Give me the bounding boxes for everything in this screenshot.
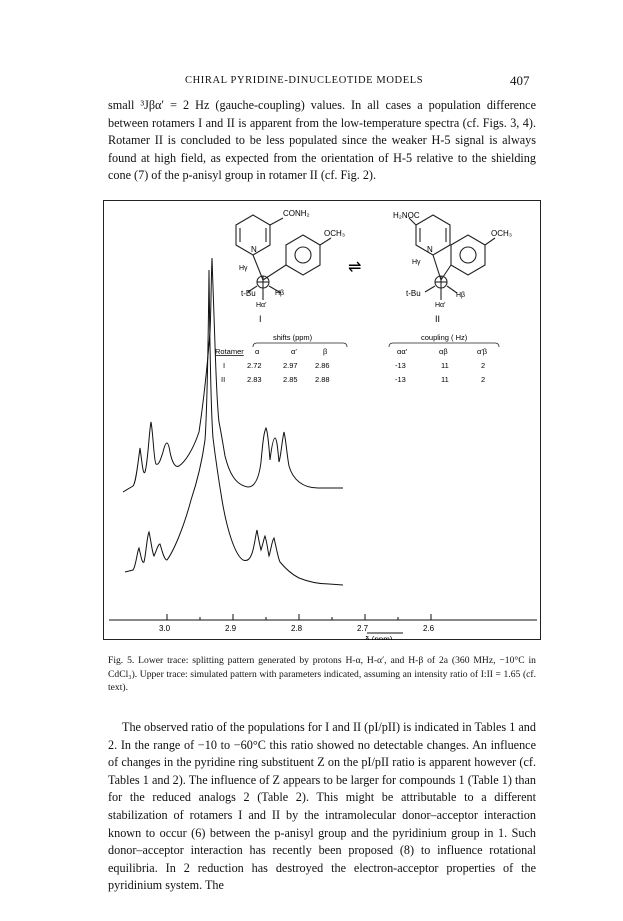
intro-paragraph (108, 97, 536, 185)
structure-right (409, 215, 495, 300)
shift-row-rotamer: II (221, 375, 226, 384)
coupling-cell: 11 (441, 375, 449, 384)
shifts-title: shifts (ppm) (273, 333, 313, 342)
shift-cell: 2.86 (315, 361, 330, 370)
figure-caption (108, 654, 536, 695)
intro-paragraph-text: small ³Jβα′ = 2 Hz (gauche-coupling) values. In all cases a population difference between rotamers I and II is apparent from the low-temperature spectra (cf. Figs. 3, 4). Rotamer II is concluded to be less populated since the weaker H-5 signal is always found at high field, as expected from the orientation of H-5 relative to the shielding cone (7) of the p-anisyl group in rotamer II (cf. Fig. 2). (108, 98, 536, 183)
caption-label: Fig. 5. (108, 655, 135, 666)
nmr-figure (103, 200, 541, 640)
shift-cell: 2.88 (315, 375, 330, 384)
body-paragraph (108, 719, 536, 895)
shift-cell: 2.85 (283, 375, 298, 384)
coupling-table (389, 333, 499, 384)
shift-col-beta: β (323, 347, 328, 356)
shift-row-rotamer: I (223, 361, 226, 370)
coupling-cell: 2 (481, 375, 486, 384)
structure-left (236, 215, 331, 300)
right-tbu-label: t-Bu (406, 289, 421, 298)
axis-tick-label: 2.9 (225, 624, 237, 633)
right-halpha-label: Hα′ (435, 302, 446, 309)
coupling-cell: 11 (441, 361, 449, 370)
coupling-col-ab: αβ (439, 347, 448, 356)
left-och3-label: OCH₃ (324, 229, 346, 238)
shift-col-alpha: α (255, 347, 260, 356)
coupling-col-apb: α′β (477, 347, 488, 356)
anisyl-ring-left (286, 235, 320, 275)
figure-frame (104, 201, 541, 640)
axis-tick-label: 3.0 (159, 624, 171, 633)
left-conh2-label: CONH₂ (283, 209, 310, 218)
coupling-cell: 2 (481, 361, 486, 370)
left-hgamma-label: Hγ (239, 265, 248, 272)
axis-label: δ (ppm) (365, 635, 393, 640)
right-hgamma-label: Hγ (412, 259, 421, 266)
body-paragraph-text: The observed ratio of the populations for I and II (pI/pII) is indicated in Tables 1 and 2. In the range of −10 to −60°C this ratio showed no detectable changes. An influence of changes in the pyridine ring substituent Z on the pI/pII ratio is apparent however (cf. Tables 1 and 2). The influence of Z appears to be larger for compounds 1 (Table 1) than for the reduced analogs 2 (Table 2). This might be attributable to a different stabilization of rotamers I and II by the intramolecular donor–acceptor interaction known to occur (6) between the p-anisyl group and the pyridinium group in 1. Such donor–acceptor interaction has recently been proposed (8) to influence rotational equilibria. In 2 reduction has destroyed the electron-acceptor properties of the pyridinium system. The (108, 720, 536, 893)
right-hbeta-label: Hβ (456, 292, 466, 299)
left-halpha-label: Hα′ (256, 302, 267, 309)
coupling-cell: -13 (395, 361, 406, 370)
equilibrium-arrows: ⇌ (348, 259, 362, 276)
shift-cell: 2.97 (283, 361, 298, 370)
caption-text: Lower trace: splitting pattern generated by protons H-α, H-α′, and H-β of 2a (360 MHz, −10°C in CdCl₃). Upper trace: simulated pattern with parameters indicated, assuming an intensity ratio of I:II = 1.65 (cf. text). (108, 655, 536, 693)
upper-trace (123, 258, 343, 492)
rotamer-ii-label: II (435, 314, 441, 324)
right-h2noc-label: H₂NOC (393, 211, 420, 220)
anisyl-ring-right (451, 235, 485, 275)
shift-cell: 2.72 (247, 361, 262, 370)
axis-tick-label: 2.7 (357, 624, 369, 633)
coupling-title: coupling ( Hz) (421, 333, 468, 342)
axis-tick-label: 2.6 (423, 624, 435, 633)
axis-tick-label: 2.8 (291, 624, 303, 633)
rotamer-i-label: I (259, 314, 262, 324)
pyridine-ring-right (416, 215, 450, 255)
shifts-table (215, 333, 347, 384)
right-n-label: N (427, 245, 433, 254)
rotamer-column-header: Rotamer (215, 347, 244, 356)
shift-cell: 2.83 (247, 375, 262, 384)
figure-5 (103, 200, 541, 640)
axis-ticks (167, 614, 431, 620)
coupling-col-aa: αα′ (397, 347, 408, 356)
running-title: CHIRAL PYRIDINE-DINUCLEOTIDE MODELS (185, 75, 424, 86)
right-och3-label: OCH₃ (491, 229, 513, 238)
coupling-cell: -13 (395, 375, 406, 384)
shift-col-alphaprime: α′ (291, 347, 297, 356)
left-hbeta-label: Hβ (275, 290, 285, 297)
page-number: 407 (510, 73, 530, 88)
left-tbu-label: t-Bu (241, 289, 256, 298)
lower-trace (125, 270, 343, 585)
left-n-label: N (251, 245, 257, 254)
